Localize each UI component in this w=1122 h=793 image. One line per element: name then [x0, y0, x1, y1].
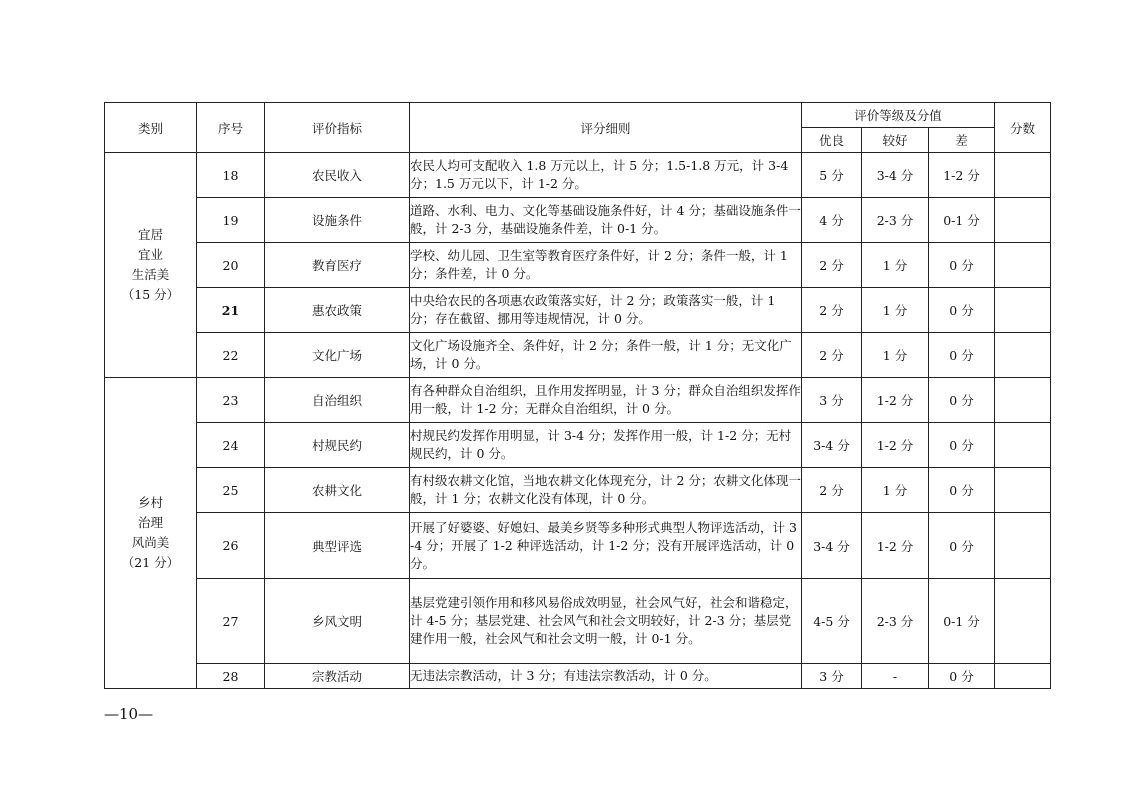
good-cell: 2-3 分 [862, 579, 929, 664]
poor-cell: 1-2 分 [929, 153, 995, 198]
poor-cell: 0 分 [929, 423, 995, 468]
excellent-cell: 2 分 [802, 333, 862, 378]
details-cell: 中央给农民的各项惠农政策落实好，计 2 分；政策落实一般，计 1 分；存在截留、挪用等违规情况，计 0 分。 [410, 288, 802, 333]
poor-cell: 0 分 [929, 333, 995, 378]
good-cell: 1-2 分 [862, 423, 929, 468]
seq-cell: 26 [197, 513, 265, 579]
indicator-cell: 典型评选 [265, 513, 410, 579]
header-grade-group: 评价等级及分值 [802, 103, 995, 128]
poor-cell: 0-1 分 [929, 198, 995, 243]
excellent-cell: 2 分 [802, 288, 862, 333]
good-cell: 1 分 [862, 243, 929, 288]
seq-cell: 23 [197, 378, 265, 423]
score-cell[interactable] [995, 513, 1051, 579]
score-cell[interactable] [995, 423, 1051, 468]
details-cell: 道路、水利、电力、文化等基础设施条件好，计 4 分；基础设施条件一般，计 2-3 分，基础设施条件差，计 0-1 分。 [410, 198, 802, 243]
category-line: 风尚美 [131, 535, 170, 550]
poor-cell: 0 分 [929, 664, 995, 689]
poor-cell: 0 分 [929, 378, 995, 423]
header-details: 评分细则 [410, 103, 802, 153]
good-cell: 1 分 [862, 333, 929, 378]
seq-cell: 20 [197, 243, 265, 288]
table-row [105, 423, 1051, 468]
category-line: 宜业 [137, 247, 163, 262]
details-cell: 文化广场设施齐全、条件好，计 2 分；条件一般，计 1 分；无文化广场，计 0 分。 [410, 333, 802, 378]
good-cell: 1-2 分 [862, 378, 929, 423]
indicator-cell: 设施条件 [265, 198, 410, 243]
seq-cell: 22 [197, 333, 265, 378]
indicator-cell: 村规民约 [265, 423, 410, 468]
score-cell[interactable] [995, 378, 1051, 423]
poor-cell: 0 分 [929, 288, 995, 333]
indicator-cell: 宗教活动 [265, 664, 410, 689]
category-cell [105, 153, 197, 378]
header-score: 分数 [995, 103, 1051, 153]
header-excellent: 优良 [802, 128, 862, 153]
good-cell: 2-3 分 [862, 198, 929, 243]
excellent-cell: 4-5 分 [802, 579, 862, 664]
page-number: —10— [104, 705, 154, 723]
excellent-cell: 3 分 [802, 664, 862, 689]
category-line: （21 分） [121, 555, 180, 570]
score-cell[interactable] [995, 664, 1051, 689]
indicator-cell: 乡风文明 [265, 579, 410, 664]
details-cell: 基层党建引领作用和移风易俗成效明显，社会风气好，社会和谐稳定，计 4-5 分；基层党建、社会风气和社会文明较好，计 2-3 分；基层党建作用一般，社会风气和社会文明一般，计 0-1 分。 [410, 579, 802, 664]
header-category: 类别 [105, 103, 197, 153]
indicator-cell: 自治组织 [265, 378, 410, 423]
score-cell[interactable] [995, 468, 1051, 513]
poor-cell: 0 分 [929, 243, 995, 288]
excellent-cell: 4 分 [802, 198, 862, 243]
table-row [105, 288, 1051, 333]
details-cell: 村规民约发挥作用明显，计 3-4 分；发挥作用一般，计 1-2 分；无村规民约，计 0 分。 [410, 423, 802, 468]
excellent-cell: 2 分 [802, 243, 862, 288]
good-cell: 1 分 [862, 288, 929, 333]
score-cell[interactable] [995, 333, 1051, 378]
details-cell: 有各种群众自治组织，且作用发挥明显，计 3 分；群众自治组织发挥作用一般，计 1-2 分；无群众自治组织，计 0 分。 [410, 378, 802, 423]
poor-cell: 0 分 [929, 468, 995, 513]
details-cell: 开展了好婆婆、好媳妇、最美乡贤等多种形式典型人物评选活动，计 3-4 分；开展了 1-2 种评选活动，计 1-2 分；没有开展评选活动，计 0 分。 [410, 513, 802, 579]
table-row [105, 664, 1051, 689]
score-cell[interactable] [995, 153, 1051, 198]
details-cell: 有村级农耕文化馆，当地农耕文化体现充分，计 2 分；农耕文化体现一般，计 1 分；农耕文化没有体现，计 0 分。 [410, 468, 802, 513]
poor-cell: 0-1 分 [929, 579, 995, 664]
table-row [105, 198, 1051, 243]
seq-cell: 27 [197, 579, 265, 664]
category-line: 宜居 [137, 227, 163, 242]
good-cell: 1 分 [862, 468, 929, 513]
category-cell [105, 378, 197, 689]
good-cell: - [862, 664, 929, 689]
good-cell: 1-2 分 [862, 513, 929, 579]
header-indicator: 评价指标 [265, 103, 410, 153]
header-poor: 差 [929, 128, 995, 153]
indicator-cell: 文化广场 [265, 333, 410, 378]
header-good: 较好 [862, 128, 929, 153]
table-row [105, 468, 1051, 513]
details-cell: 农民人均可支配收入 1.8 万元以上，计 5 分；1.5-1.8 万元，计 3-4 分；1.5 万元以下，计 1-2 分。 [410, 153, 802, 198]
seq-cell: 19 [197, 198, 265, 243]
excellent-cell: 3 分 [802, 378, 862, 423]
excellent-cell: 3-4 分 [802, 513, 862, 579]
category-line: 乡村 [137, 495, 163, 510]
seq-cell: 21 [197, 288, 265, 333]
table-row [105, 579, 1051, 664]
table-row [105, 513, 1051, 579]
excellent-cell: 5 分 [802, 153, 862, 198]
table-row [105, 378, 1051, 423]
score-cell[interactable] [995, 288, 1051, 333]
category-line: 生活美 [131, 267, 170, 282]
header-seq: 序号 [197, 103, 265, 153]
category-line: （15 分） [121, 287, 180, 302]
score-cell[interactable] [995, 243, 1051, 288]
excellent-cell: 2 分 [802, 468, 862, 513]
seq-cell: 18 [197, 153, 265, 198]
seq-cell: 24 [197, 423, 265, 468]
table-row [105, 333, 1051, 378]
excellent-cell: 3-4 分 [802, 423, 862, 468]
indicator-cell: 农耕文化 [265, 468, 410, 513]
evaluation-table [104, 102, 1051, 689]
table-row [105, 243, 1051, 288]
poor-cell: 0 分 [929, 513, 995, 579]
seq-cell: 28 [197, 664, 265, 689]
indicator-cell: 农民收入 [265, 153, 410, 198]
indicator-cell: 惠农政策 [265, 288, 410, 333]
score-cell[interactable] [995, 198, 1051, 243]
category-line: 治理 [137, 515, 163, 530]
details-cell: 学校、幼儿园、卫生室等教育医疗条件好，计 2 分；条件一般，计 1 分；条件差，计 0 分。 [410, 243, 802, 288]
good-cell: 3-4 分 [862, 153, 929, 198]
table-row [105, 153, 1051, 198]
seq-cell: 25 [197, 468, 265, 513]
indicator-cell: 教育医疗 [265, 243, 410, 288]
details-cell: 无违法宗教活动，计 3 分；有违法宗教活动，计 0 分。 [410, 664, 802, 689]
score-cell[interactable] [995, 579, 1051, 664]
